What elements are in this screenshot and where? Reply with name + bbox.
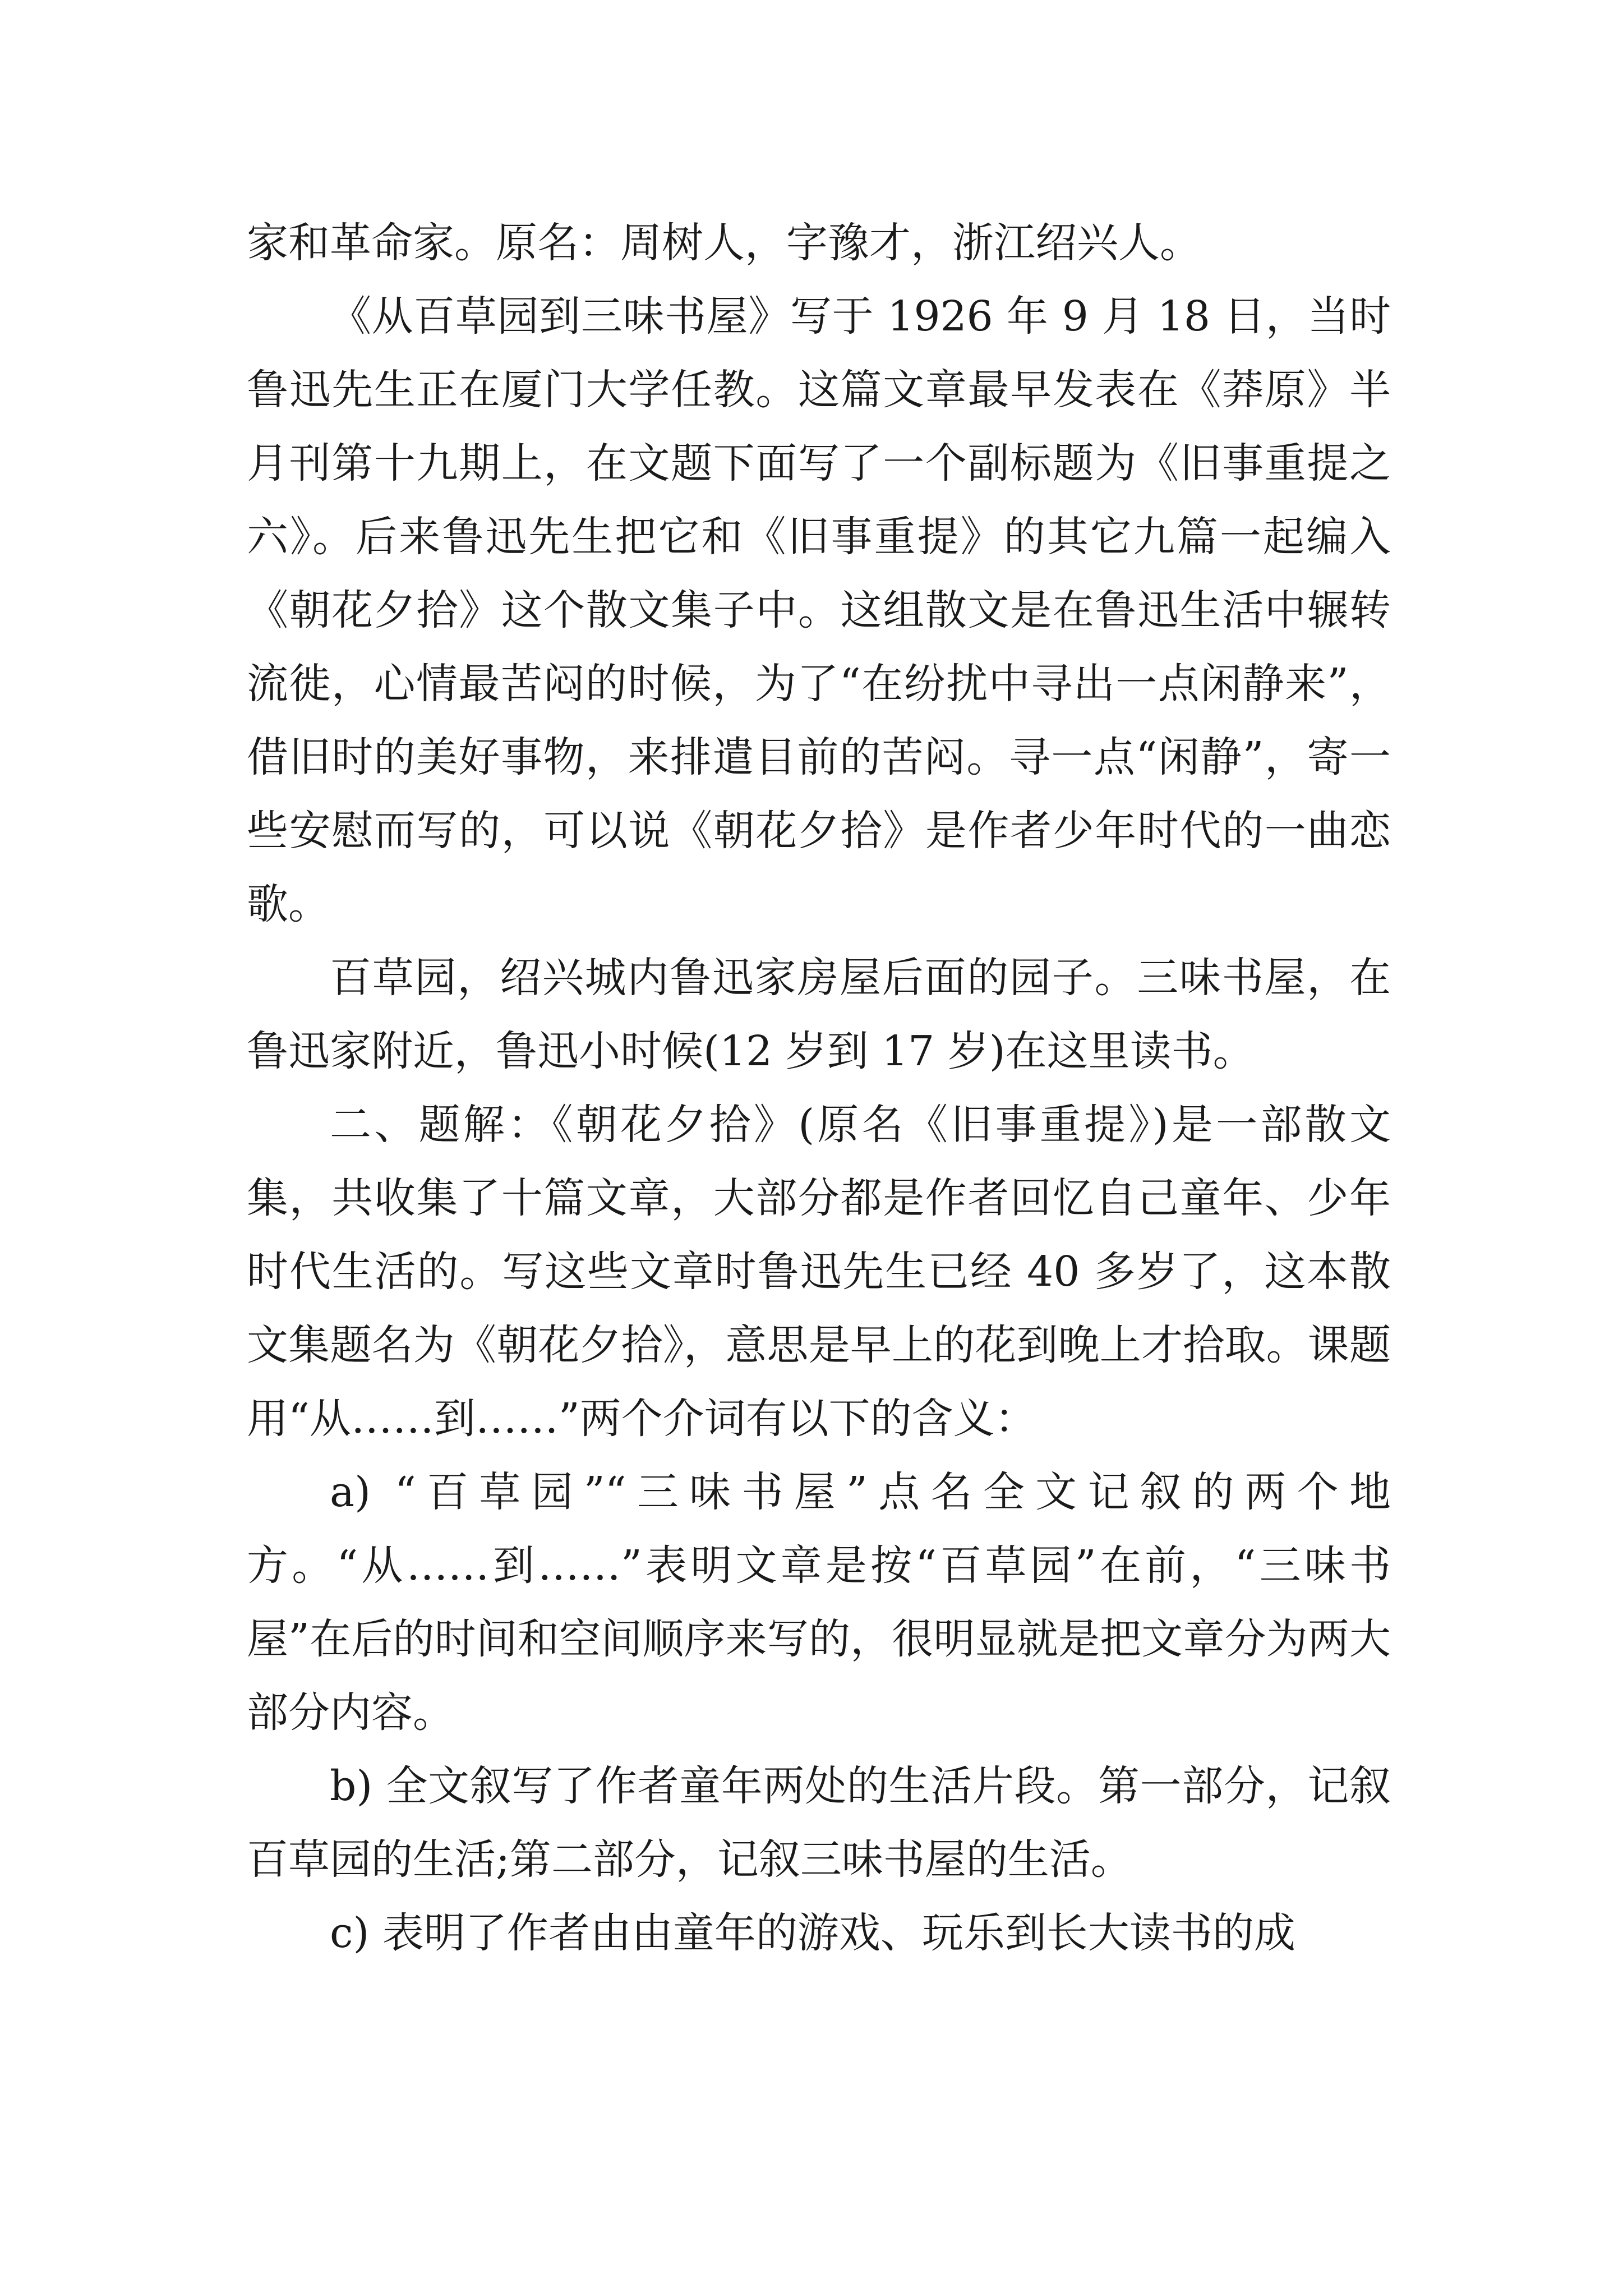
paragraph-point-b: b) 全文叙写了作者童年两处的生活片段。第一部分，记叙百草园的生活;第二部分，记叙三味书屋的生活。 [247,1762,1391,1884]
paragraph-place-explanation: 百草园，绍兴城内鲁迅家房屋后面的园子。三味书屋，在鲁迅家附近，鲁迅小时候(12 岁到 17 岁)在这里读书。 [247,954,1391,1075]
paragraph-title-analysis: 二、题解：《朝花夕拾》(原名《旧事重提》)是一部散文集，共收集了十篇文章，大部分都是作者回忆自己童年、少年时代生活的。写这些文章时鲁迅先生已经 40 多岁了，这本散文集题名为《朝花夕拾》，意思是早上的花到晚上才拾取。课题用“从……到……”两个介词有以下的含义： [247,1101,1391,1443]
paragraph-writing-background: 《从百草园到三味书屋》写于 1926 年 9 月 18 日，当时鲁迅先生正在厦门大学任教。这篇文章最早发表在《莽原》半月刊第十九期上，在文题下面写了一个副标题为《旧事重提之六》。后来鲁迅先生把它和《旧事重提》的其它九篇一起编入《朝花夕拾》这个散文集子中。这组散文是在鲁迅生活中辗转流徙，心情最苦闷的时候，为了“在纷扰中寻出一点闲静来”，借旧时的美好事物，来排遣目前的苦闷。寻一点“闲静”，寄一些安慰而写的，可以说《朝花夕拾》是作者少年时代的一曲恋歌。 [247,292,1391,928]
paragraph-point-a: a) “百草园”“三味书屋”点名全文记叙的两个地方。“从……到……”表明文章是按“百草园”在前，“三味书屋”在后的时间和空间顺序来写的，很明显就是把文章分为两大部分内容。 [247,1468,1391,1737]
paragraph-author-intro-continued: 家和革命家。原名：周树人，字豫才，浙江绍兴人。 [247,219,1201,267]
paragraph-point-c: c) 表明了作者由由童年的游戏、玩乐到长大读书的成 [330,1909,1295,1957]
document-body [247,206,1391,1970]
